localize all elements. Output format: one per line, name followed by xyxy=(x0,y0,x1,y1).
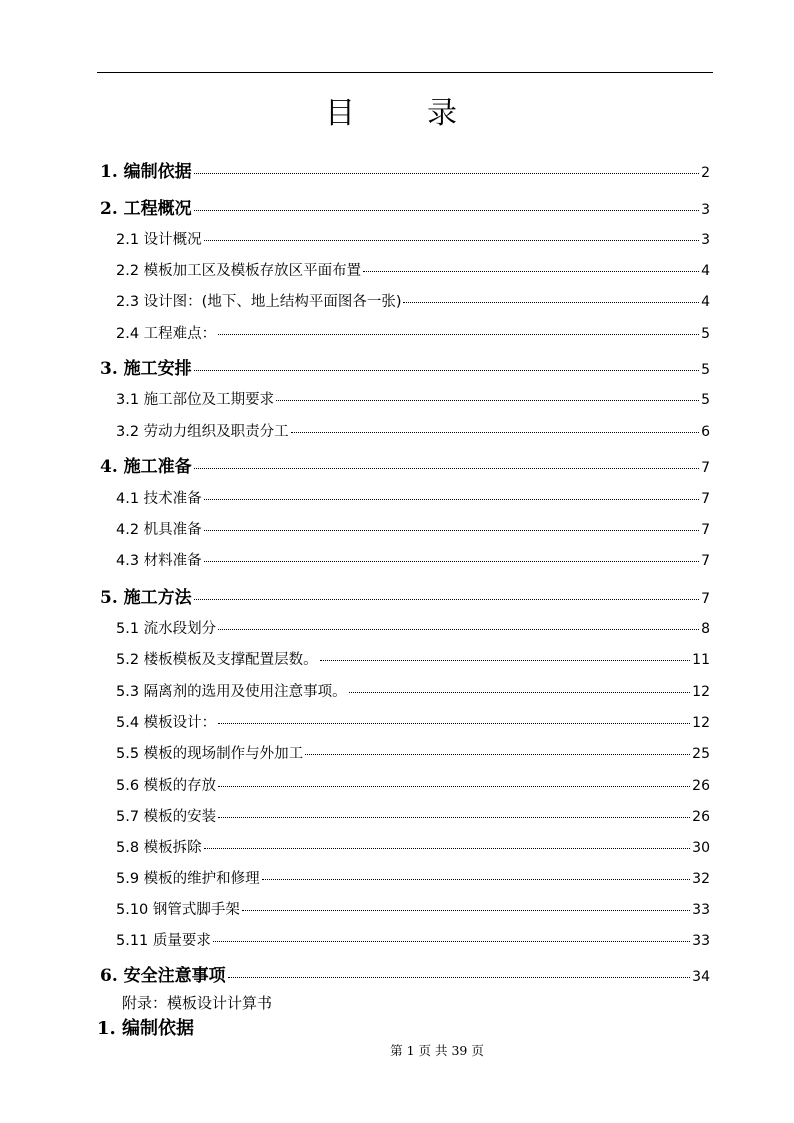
toc-entry-label: 2. 工程概况 xyxy=(100,199,192,219)
toc-entry-page-number: 8 xyxy=(701,621,710,637)
toc-dot-leader xyxy=(305,754,690,755)
appendix-line: 附录：模板设计计算书 xyxy=(122,994,273,1012)
toc-entry-page-number: 4 xyxy=(701,294,710,310)
toc-dot-leader xyxy=(218,786,690,787)
toc-entry[interactable] xyxy=(116,742,710,763)
toc-dot-leader xyxy=(204,561,699,562)
toc-entry-page-number: 12 xyxy=(692,684,710,700)
toc-dot-leader xyxy=(262,879,691,880)
toc-entry-label: 5.10 钢管式脚手架 xyxy=(116,902,240,918)
toc-entry-label: 2.3 设计图：(地下、地上结构平面图各一张) xyxy=(116,294,402,310)
toc-entry-label: 5.2 楼板模板及支撑配置层数。 xyxy=(116,652,318,668)
toc-entry[interactable] xyxy=(116,259,710,280)
toc-entry-label: 2.1 设计概况 xyxy=(116,232,202,248)
toc-dot-leader xyxy=(218,723,690,724)
toc-entry-page-number: 4 xyxy=(701,263,710,279)
toc-entry-label: 4.1 技术准备 xyxy=(116,491,202,507)
toc-entry[interactable] xyxy=(116,898,710,919)
toc-entry-label: 5.1 流水段划分 xyxy=(116,621,217,637)
toc-entry[interactable] xyxy=(100,452,710,477)
toc-dot-leader xyxy=(349,692,691,693)
toc-dot-leader xyxy=(363,271,699,272)
toc-dot-leader xyxy=(218,334,699,335)
toc-dot-leader xyxy=(403,302,699,303)
toc-entry-label: 3.2 劳动力组织及职责分工 xyxy=(116,424,289,440)
page-footer: 第 1 页 共 39 页 xyxy=(390,1043,484,1058)
toc-entry-page-number: 5 xyxy=(701,362,710,378)
toc-entry-page-number: 7 xyxy=(701,491,710,507)
toc-entry-page-number: 3 xyxy=(701,232,710,248)
toc-entry[interactable] xyxy=(116,518,710,539)
toc-entry-label: 5.9 模板的维护和修理 xyxy=(116,871,260,887)
toc-dot-leader xyxy=(218,817,690,818)
toc-entry-page-number: 34 xyxy=(692,969,710,985)
toc-dot-leader xyxy=(194,599,699,600)
toc-entry[interactable] xyxy=(116,322,710,343)
toc-entry-label: 5.6 模板的存放 xyxy=(116,778,217,794)
toc-entry-page-number: 32 xyxy=(692,871,710,887)
toc-dot-leader xyxy=(276,400,699,401)
toc-dot-leader xyxy=(242,910,690,911)
toc-entry-page-number: 7 xyxy=(701,522,710,538)
toc-entry-label: 2.4 工程难点： xyxy=(116,326,217,342)
toc-entry[interactable] xyxy=(116,929,710,950)
toc-entry-page-number: 30 xyxy=(692,840,710,856)
toc-entry-label: 5.7 模板的安装 xyxy=(116,809,217,825)
toc-dot-leader xyxy=(194,370,699,371)
toc-entry-label: 5.3 隔离剂的选用及使用注意事项。 xyxy=(116,684,347,700)
toc-entry[interactable] xyxy=(116,774,710,795)
toc-entry-label: 5. 施工方法 xyxy=(100,588,192,608)
toc-entry-page-number: 25 xyxy=(692,746,710,762)
toc-entry-page-number: 33 xyxy=(692,933,710,949)
toc-dot-leader xyxy=(291,432,699,433)
toc-entry-label: 5.11 质量要求 xyxy=(116,933,211,949)
toc-dot-leader xyxy=(228,977,691,978)
toc-entry-page-number: 12 xyxy=(692,715,710,731)
toc-entry-page-number: 26 xyxy=(692,778,710,794)
toc-entry[interactable] xyxy=(116,388,710,409)
toc-entry[interactable] xyxy=(100,583,710,608)
toc-dot-leader xyxy=(320,660,691,661)
toc-entry-label: 3.1 施工部位及工期要求 xyxy=(116,392,275,408)
toc-entry[interactable] xyxy=(100,961,710,986)
toc-entry-label: 5.5 模板的现场制作与外加工 xyxy=(116,746,304,762)
toc-entry-page-number: 5 xyxy=(701,392,710,408)
toc-dot-leader xyxy=(213,941,690,942)
toc-entry-page-number: 33 xyxy=(692,902,710,918)
toc-entry[interactable] xyxy=(116,420,710,441)
toc-dot-leader xyxy=(204,530,699,531)
toc-entry[interactable] xyxy=(116,487,710,508)
toc-entry-page-number: 3 xyxy=(701,202,710,218)
toc-entry-page-number: 5 xyxy=(701,326,710,342)
toc-dot-leader xyxy=(194,173,699,174)
toc-dot-leader xyxy=(204,848,691,849)
toc-title: 目录 xyxy=(325,96,529,131)
toc-entry-label: 2.2 模板加工区及模板存放区平面布置 xyxy=(116,263,362,279)
toc-entry[interactable] xyxy=(116,836,710,857)
toc-entry-label: 5.8 模板拆除 xyxy=(116,840,202,856)
toc-entry-label: 5.4 模板设计： xyxy=(116,715,217,731)
toc-entry[interactable] xyxy=(116,680,710,701)
toc-entry[interactable] xyxy=(116,290,710,311)
toc-entry[interactable] xyxy=(116,711,710,732)
toc-entry[interactable] xyxy=(116,805,710,826)
header-rule xyxy=(97,72,713,73)
toc-entry[interactable] xyxy=(116,549,710,570)
toc-dot-leader xyxy=(204,240,699,241)
toc-entry-page-number: 7 xyxy=(701,460,710,476)
toc-entry-page-number: 6 xyxy=(701,424,710,440)
toc-entry[interactable] xyxy=(100,194,710,219)
toc-entry[interactable] xyxy=(100,354,710,379)
toc-entry-label: 3. 施工安排 xyxy=(100,359,192,379)
toc-entry[interactable] xyxy=(116,228,710,249)
toc-entry-label: 4.3 材料准备 xyxy=(116,553,202,569)
toc-entry-page-number: 26 xyxy=(692,809,710,825)
toc-entry[interactable] xyxy=(116,648,710,669)
toc-entry[interactable] xyxy=(116,617,710,638)
toc-entry-label: 4. 施工准备 xyxy=(100,457,192,477)
toc-entry-label: 6. 安全注意事项 xyxy=(100,966,226,986)
toc-dot-leader xyxy=(194,468,699,469)
toc-entry-label: 1. 编制依据 xyxy=(100,162,192,182)
toc-entry[interactable] xyxy=(100,157,710,182)
toc-entry[interactable] xyxy=(116,867,710,888)
toc-entry-page-number: 11 xyxy=(692,652,710,668)
toc-dot-leader xyxy=(218,629,699,630)
toc-entry-page-number: 7 xyxy=(701,553,710,569)
toc-dot-leader xyxy=(194,210,699,211)
toc-entry-page-number: 7 xyxy=(701,591,710,607)
toc-entry-label: 4.2 机具准备 xyxy=(116,522,202,538)
section-heading: 1. 编制依据 xyxy=(97,1018,195,1039)
toc-dot-leader xyxy=(204,499,699,500)
toc-entry-page-number: 2 xyxy=(701,165,710,181)
